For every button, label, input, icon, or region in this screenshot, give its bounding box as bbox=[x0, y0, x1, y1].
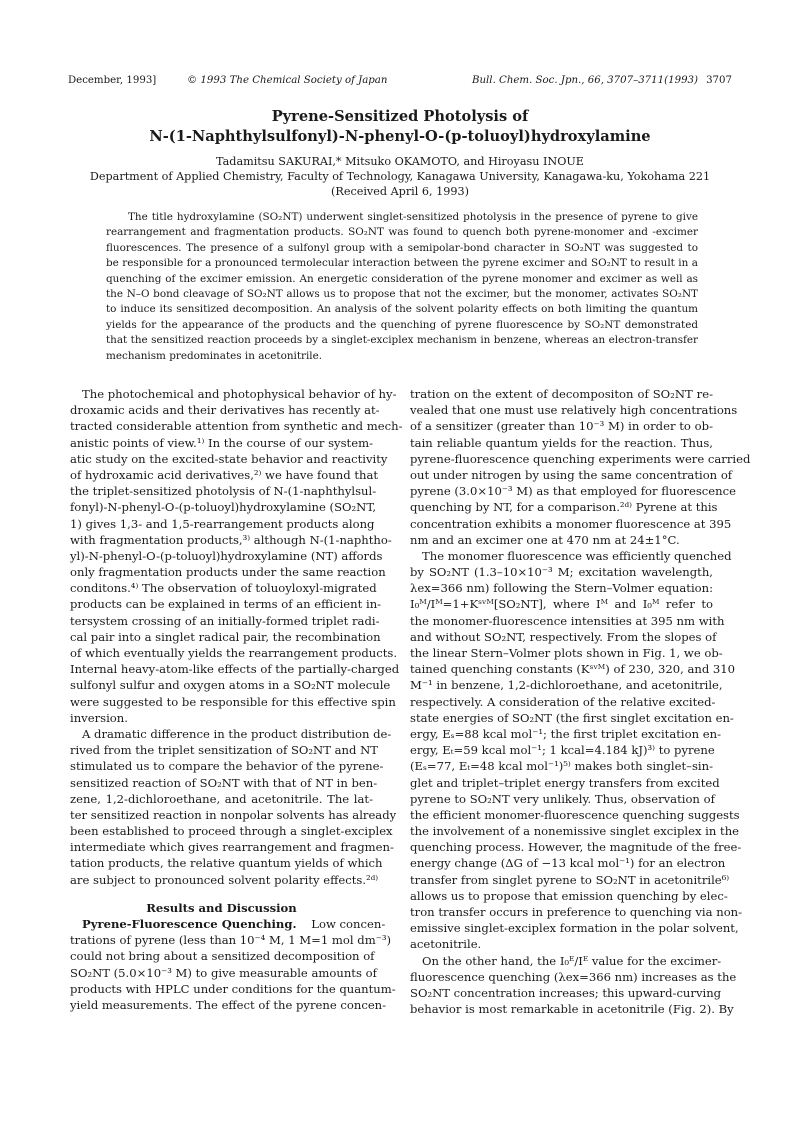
body-line: yl)-N-phenyl-O-(p-toluoyl)hydroxylamine (NT) affords bbox=[70, 548, 383, 563]
body-line: The monomer fluorescence was efficiently quenched bbox=[422, 548, 732, 563]
body-line: (Eₛ=77, Eₜ=48 kcal mol⁻¹)⁵⁾ makes both singlet–sin- bbox=[410, 759, 713, 774]
body-line: products can be explained in terms of an efficient in- bbox=[70, 597, 382, 612]
body-line: The photochemical and photophysical behavior of hy- bbox=[82, 387, 397, 401]
body-line bbox=[70, 916, 386, 932]
affiliation: Department of Applied Chemistry, Faculty of Technology, Kanagawa University, Kanagawa-ku, Yokohama 221 bbox=[89, 170, 711, 183]
abstract-line: quenching of the excimer emission. An energetic consideration of the pyrene monomer and excimer as well as bbox=[106, 272, 698, 285]
body-line: allows us to propose that emission quenching by elec- bbox=[410, 888, 728, 903]
body-line: I₀ᴹ/Iᴹ=1+Kˢᵛᴹ[SO₂NT], where Iᴹ and I₀ᴹ refer to bbox=[410, 597, 713, 612]
body-line: behavior is most remarkable in acetonitrile (Fig. 2). By bbox=[410, 1002, 734, 1017]
body-line: with fragmentation products,³⁾ although N-(1-naphtho- bbox=[70, 532, 392, 547]
body-line: ergy, Eₜ=59 kcal mol⁻¹; 1 kcal=4.184 kJ)³⁾ to pyrene bbox=[410, 743, 715, 758]
body-line: are subject to pronounced solvent polarity effects.²ᵈ⁾ bbox=[70, 872, 379, 887]
body-line: of hydroxamic acid derivatives,²⁾ we have found that bbox=[70, 467, 379, 482]
body-line: Internal heavy-atom-like effects of the partially-charged bbox=[70, 662, 400, 677]
body-line: tracted considerable attention from synthetic and mech- bbox=[70, 419, 403, 434]
body-line: the triplet-sensitized photolysis of N-(1-naphthylsul- bbox=[70, 484, 377, 499]
right-column bbox=[410, 386, 751, 1017]
abstract-line: mechanism predominates in acetonitrile. bbox=[106, 349, 323, 362]
body-line: sulfonyl sulfur and oxygen atoms in a SO₂NT molecule bbox=[70, 678, 391, 693]
journal-citation: Bull. Chem. Soc. Jpn., 66, 3707–3711(1993) bbox=[472, 75, 699, 86]
body-line: products with HPLC under conditions for the quantum- bbox=[70, 981, 396, 996]
body-line: acetonitrile. bbox=[410, 937, 482, 952]
article-title-line-1: Pyrene-Sensitized Photolysis of bbox=[271, 108, 529, 125]
body-line: tain reliable quantum yields for the reaction. Thus, bbox=[410, 435, 713, 450]
issue-date: December, 1993] bbox=[68, 75, 157, 86]
left-column bbox=[70, 386, 403, 1013]
subsection-heading: Pyrene-Fluorescence Quenching. bbox=[82, 917, 297, 931]
abstract-line: rearrangement and fragmentation products. SO₂NT was found to quench both pyrene-monomer and -excimer bbox=[106, 226, 698, 239]
body-line: 1) gives 1,3- and 1,5-rearrangement products along bbox=[70, 516, 375, 531]
body-line: were suggested to be responsible for this effective spin bbox=[70, 694, 396, 709]
body-line: of which eventually yields the rearrangement products. bbox=[70, 646, 398, 660]
body-line: the efficient monomer-fluorescence quenching suggests bbox=[410, 807, 740, 822]
body-line: M⁻¹ in benzene, 1,2-dichloroethane, and acetonitrile, bbox=[410, 678, 723, 693]
body-line: atic study on the excited-state behavior and reactivity bbox=[70, 451, 388, 466]
body-line: could not bring about a sensitized decomposition of bbox=[70, 949, 375, 964]
body-line: On the other hand, the I₀ᴱ/Iᴱ value for the excimer- bbox=[422, 953, 722, 968]
body-line: stimulated us to compare the behavior of the pyrene- bbox=[70, 759, 384, 774]
abstract bbox=[106, 210, 698, 364]
body-line: tation products, the relative quantum yields of which bbox=[70, 856, 383, 871]
body-line: emissive singlet-exciplex formation in the polar solvent, bbox=[410, 921, 739, 936]
body-line: tron transfer occurs in preference to quenching via non- bbox=[410, 905, 743, 919]
body-line: glet and triplet–triplet energy transfers from excited bbox=[410, 775, 720, 790]
body-line: inversion. bbox=[70, 710, 128, 725]
copyright-notice: © 1993 The Chemical Society of Japan bbox=[187, 75, 388, 86]
body-line: sensitized reaction of SO₂NT with that of NT in ben- bbox=[70, 775, 378, 790]
body-line: SO₂NT concentration increases; this upward-curving bbox=[410, 985, 722, 1000]
body-line: λex=366 nm) following the Stern–Volmer equation: bbox=[410, 581, 713, 596]
body-line: the linear Stern–Volmer plots shown in Fig. 1, we ob- bbox=[410, 646, 723, 660]
abstract-line: The title hydroxylamine (SO₂NT) underwent singlet-sensitized photolysis in the presence of pyrene to give bbox=[128, 211, 698, 223]
article-title-line-2: N-(1-Naphthylsulfonyl)-N-phenyl-O-(p-toluoyl)hydroxylamine bbox=[149, 128, 651, 145]
body-line: ergy, Eₛ=88 kcal mol⁻¹; the first triplet excitation en- bbox=[410, 726, 721, 741]
abstract-line: to induce its sensitized decomposition. An analysis of the solvent polarity effects on both limiting the quantum bbox=[106, 303, 698, 316]
body-line: anistic points of view.¹⁾ In the course of our system- bbox=[70, 435, 373, 450]
page-number: 3707 bbox=[706, 75, 732, 86]
received-date: (Received April 6, 1993) bbox=[331, 185, 469, 198]
body-line: conditons.⁴⁾ The observation of toluoyloxyl-migrated bbox=[70, 581, 377, 596]
section-spacer bbox=[70, 888, 373, 900]
body-line: fonyl)-N-phenyl-O-(p-toluoyl)hydroxylamine (SO₂NT, bbox=[70, 500, 377, 515]
body-line: tration on the extent of decompositon of SO₂NT re- bbox=[410, 387, 713, 401]
body-line: out under nitrogen by using the same concentration of bbox=[410, 467, 733, 482]
abstract-line: be responsible for a pronounced termolecular interaction between the pyrene excimer and SO₂NT to result in a bbox=[106, 257, 698, 270]
body-line: been established to proceed through a singlet-exciplex bbox=[70, 824, 393, 839]
body-line: trations of pyrene (less than 10⁻⁴ M, 1 M=1 mol dm⁻³) bbox=[70, 933, 392, 948]
body-line: state energies of SO₂NT (the first singlet excitation en- bbox=[410, 710, 734, 725]
body-line: fluorescence quenching (λex=366 nm) increases as the bbox=[410, 969, 737, 984]
body-line: the involvement of a nonemissive singlet exciplex in the bbox=[410, 824, 740, 839]
author-list: Tadamitsu SAKURAI,* Mitsuko OKAMOTO, and Hiroyasu INOUE bbox=[216, 155, 584, 168]
body-line: pyrene-fluorescence quenching experiments were carried bbox=[410, 451, 751, 466]
body-line: nm and an excimer one at 470 nm at 24±1°C. bbox=[410, 532, 680, 547]
body-line: energy change (ΔG of −13 kcal mol⁻¹) for an electron bbox=[410, 856, 726, 871]
body-line: concentration exhibits a monomer fluorescence at 395 bbox=[410, 516, 732, 531]
running-header bbox=[68, 74, 732, 88]
body-line: yield measurements. The effect of the pyrene concen- bbox=[70, 997, 387, 1012]
body-line: zene, 1,2-dichloroethane, and acetonitrile. The lat- bbox=[70, 791, 373, 806]
body-line: respectively. A consideration of the relative excited- bbox=[410, 694, 716, 709]
body-line: droxamic acids and their derivatives has recently at- bbox=[70, 403, 380, 418]
body-line: pyrene to SO₂NT very unlikely. Thus, observation of bbox=[410, 791, 715, 806]
body-line: and without SO₂NT, respectively. From the slopes of bbox=[410, 629, 717, 644]
abstract-line: the N–O bond cleavage of SO₂NT allows us to propose that not the excimer, but the monomer, activates SO₂NT bbox=[106, 287, 698, 300]
body-line: quenching process. However, the magnitude of the free- bbox=[410, 840, 742, 855]
body-line: SO₂NT (5.0×10⁻³ M) to give measurable amounts of bbox=[70, 965, 377, 980]
body-line: cal pair into a singlet radical pair, the recombination bbox=[70, 629, 381, 644]
body-line: vealed that one must use relatively high concentrations bbox=[410, 403, 738, 418]
body-line: intermediate which gives rearrangement and fragmen- bbox=[70, 840, 394, 855]
body-line: tained quenching constants (Kˢᵛᴹ) of 230, 320, and 310 bbox=[410, 662, 736, 677]
body-line: only fragmentation products under the same reaction bbox=[70, 565, 386, 580]
body-line: ter sensitized reaction in nonpolar solvents has already bbox=[70, 807, 397, 822]
body-line: tersystem crossing of an initially-formed triplet radi- bbox=[70, 613, 380, 628]
abstract-line: that the sensitized reaction proceeds by a singlet-exciplex mechanism in benzene, whereas an electron-transfer bbox=[106, 334, 698, 347]
body-line: quenching by NT, for a comparison.²ᵈ⁾ Pyrene at this bbox=[410, 500, 718, 515]
abstract-line: fluorescences. The presence of a sulfonyl group with a semipolar-bond character in SO₂NT was suggested to bbox=[106, 241, 698, 254]
body-line: A dramatic difference in the product distribution de- bbox=[82, 726, 392, 741]
body-line: of a sensitizer (greater than 10⁻³ M) in order to ob- bbox=[410, 419, 713, 434]
body-line: rived from the triplet sensitization of SO₂NT and NT bbox=[70, 743, 378, 758]
body-line: transfer from singlet pyrene to SO₂NT in acetonitrile⁶⁾ bbox=[410, 872, 730, 887]
body-line: by SO₂NT (1.3–10×10⁻³ M; excitation wavelength, bbox=[410, 565, 713, 580]
body-line-continuation: Low concen- bbox=[311, 917, 386, 931]
body-line: the monomer-fluorescence intensities at 395 nm with bbox=[410, 613, 725, 628]
body-line: pyrene (3.0×10⁻³ M) as that employed for fluorescence bbox=[410, 484, 736, 499]
section-heading: Results and Discussion bbox=[146, 900, 297, 915]
abstract-line: yields for the appearance of the products and the quenching of pyrene fluorescence by SO₂NT demonstrated bbox=[106, 318, 698, 331]
